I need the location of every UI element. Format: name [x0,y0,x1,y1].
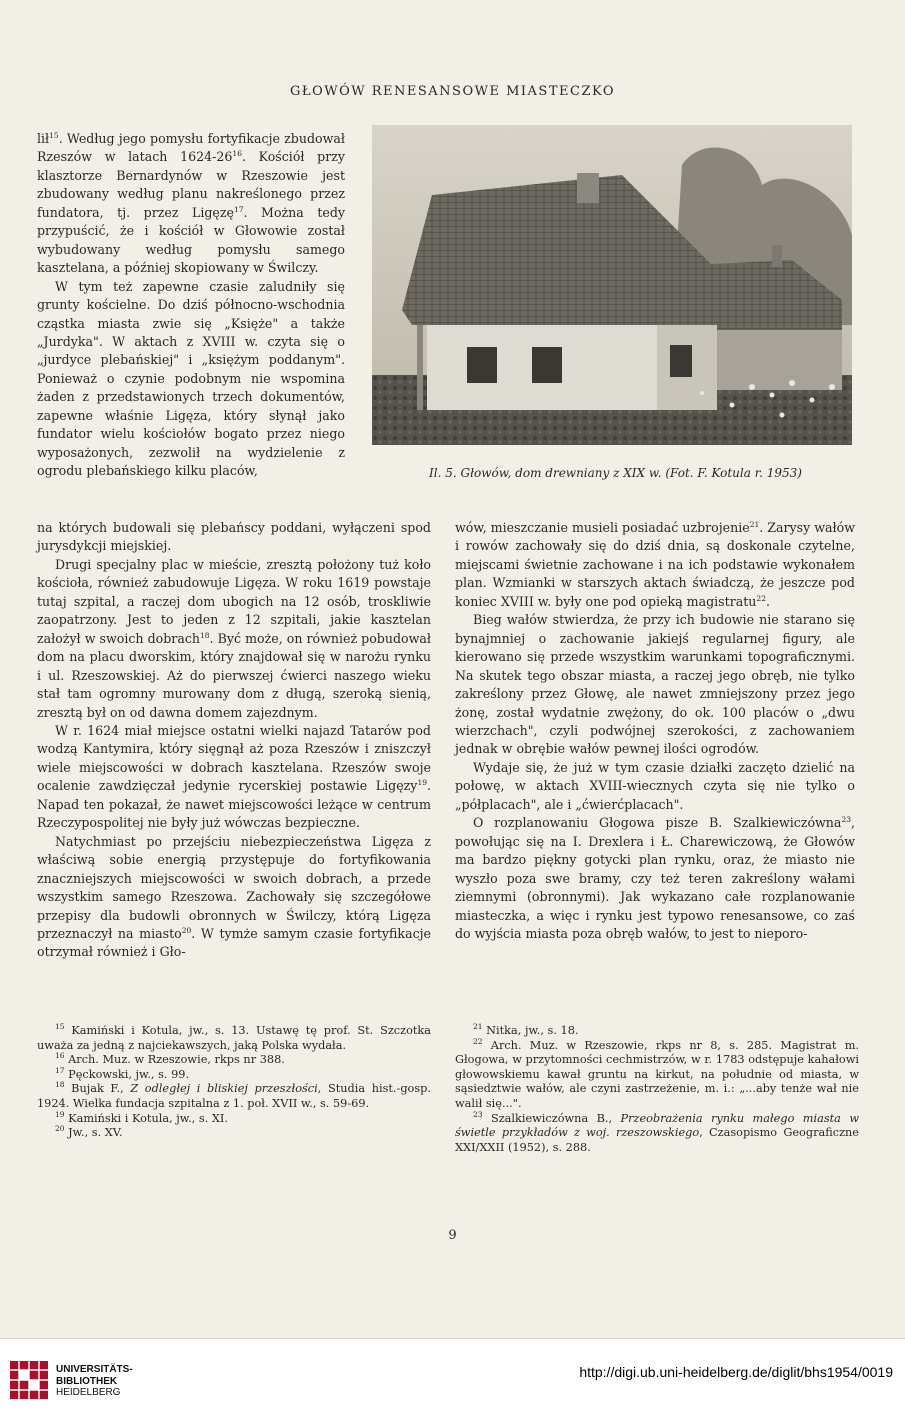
text-run: Bujak F., [64,1082,131,1096]
paragraph [37,130,345,278]
footnote-ref: 19 [417,778,427,788]
footnote-ref: 21 [473,1022,483,1032]
logo-line-2: BIBLIOTHEK [56,1375,118,1387]
paragraph [37,278,345,481]
figure-caption: Il. 5. Głowów, dom drewniany z XIX w. (Fot. F. Kotula r. 1953) [429,466,802,480]
text-run: Arch. Muz. w Rzeszowie, rkps nr 388. [64,1053,285,1067]
text-run: Jw., s. XV. [64,1126,123,1140]
text-column-left-bottom [37,519,431,962]
footnote-ref: 16 [232,149,242,159]
footnotes-left [37,1024,431,1141]
running-header: GŁOWÓW RENESANSOWE MIASTECZKO [289,84,615,99]
page-number: 9 [448,1228,457,1243]
footnote-ref: 19 [55,1109,65,1119]
footnote-ref: 16 [55,1051,65,1061]
text-run: Arch. Muz. w Rzeszowie, rkps nr 8, s. 285. Magistrat m. Głogowa, w przytomności cechmistrzów, w r. 1783 odstępuje kahałowi głowowskiemu kawał gruntu na kirkut, na południe od miasta, w sąsiedztwie wałów, ale czyni zastrzeżenie, m. i.: „...aby tenże wał nie walił się...". [455,1038,859,1110]
text-run: Bieg wałów stwierdza, że przy ich budowie nie starano się bynajmniej o zachowanie jakiejś regularnej figury, ale kierowano się przede wszystkim warunkami topograficznymi. Na skutek tego obszar miasta, a raczej jego obręb, nie tylko zakreślony przez Głowę, ale nawet zmniejszony przez jego żonę, został wydatnie zwężony, do ok. 100 placów o „dwu wierzchach", czyli podwójnej szerokości, z zachowaniem jednak w obrębie wałów pewnej ilości ogrodów. [455,612,855,757]
footnote-ref: 15 [49,130,59,140]
text-run: , powołując się na I. Drexlera i Ł. Charewiczową, że Głowów ma bardzo piękny gotycki plan rynku, oraz, że miasto nie wyszło poza swe bramy, czy też teren zakreślony wałami ziemnymi (obronnymi). Jak wykazano całe rozplanowanie miasteczka, a więc i rynku jest typowo renesansowe, co zaś do wyjścia miasta poza obręb wałów, to jest to nieporo- [455,815,855,941]
text-run: . W tymże samym czasie fortyfikacje otrzymał również i Gło- [37,925,431,960]
text-run: wów, mieszczanie musieli posiadać uzbrojenie [455,520,750,535]
text-run: , Studia hist.-gosp. 1924. Wielka fundacja szpitalna z 1. poł. XVII w., s. 59-69. [37,1082,431,1110]
library-logo-text [56,1364,133,1399]
footnote-ref: 18 [200,630,210,640]
footnote-ref: 20 [55,1124,65,1134]
footnote-ref: 21 [749,519,760,529]
text-run: Pęckowski, jw., s. 99. [64,1067,190,1081]
text-run: lił [37,131,50,146]
library-logo-icon [10,1361,48,1399]
footnote-ref: 23 [841,815,851,825]
paragraph [37,833,431,962]
footnote-ref: 18 [55,1080,65,1090]
text-run: Wydaje się, że już w tym czasie działki zaczęto dzielić na połowę, w aktach XVIII-wiecznych czyta się nie tylko o „półplacach", ale i „ćwierćplacach". [455,759,855,812]
logo-line-3: HEIDELBERG [56,1387,121,1398]
logo-line-1: UNIVERSITÄTS- [56,1364,133,1375]
text-run: , Czasopismo Geograficzne XXI/XXII (1952), s. 288. [455,1126,859,1154]
footnote [37,1126,431,1141]
text-run: . Według jego pomysłu fortyfikacje zbudował Rzeszów w latach 1624-26 [37,131,345,165]
text-column-right [455,519,855,943]
digitization-footer [0,1338,905,1419]
text-run: Drugi specjalny plac w mieście, zresztą położony tuż koło kościoła, również zabudowuje Ligęza. W roku 1619 powstaje tutaj szpital, a raczej dom ubogich na 12 osób, troskliwie zaopatrzony. Jest to jeden z 12 szpitali, jakie kasztelan założył w swoich dobrach [37,556,431,646]
text-run: Szalkiewiczówna B., [482,1111,621,1125]
text-run: . Kościół przy klasztorze Bernardynów w Rzeszowie jest zbudowany według planu nakreślonego przez fundatora, tj. przez Ligęzę [37,149,346,220]
footnote-ref: 20 [181,925,192,935]
text-run: Kamiński i Kotula, jw., s. 13. Ustawę tę prof. St. Szczotka uważa za jedną z najciekawszych, jaką Polska wydała. [37,1024,431,1052]
wooden-house-illustration [372,125,852,445]
text-run: . Być może, on również pobudował dom na placu dworskim, który znajdował się w narożu rynku i ul. Rzeszowskiej. Aż do pierwszej ćwierci naszego wieku stał tam ogromny murowany dom z długą, szeroką sienią, zresztą był on od dawna domem zajezdnym. [37,630,431,720]
text-run: Kamiński i Kotula, jw., s. XI. [64,1111,228,1125]
footnote [455,1036,859,1112]
footnote [455,1024,859,1039]
italic-title: Z odległej i bliskiej przeszłości [130,1082,318,1096]
footnote-ref: 15 [55,1022,65,1032]
paragraph [37,556,431,722]
footnote [37,1053,431,1068]
text-column-left-top [37,130,345,481]
text-run: Natychmiast po przejściu niebezpieczeństwa Ligęza z właściwą sobie energią przystępuje do fortyfikowania znaczniejszych miejscowości w swoich dobrach, a przede wszystkim samego Rzeszowa. Zachowały się szczegółowe przepisy dla budowli obronnych w Świlczy, którą Ligęza przeznaczył na miasto [37,833,431,941]
footnote-ref: 22 [756,593,766,603]
text-run: . Można tedy przypuścić, że i kościół w Głowowie został wybudowany według pomysłu samego kasztelana, a później skopiowany w Świlczy. [37,204,346,276]
footnote-ref: 23 [473,1109,483,1119]
footnote [455,1109,859,1156]
footnote-ref: 17 [55,1066,65,1076]
footnote [37,1109,431,1127]
footnote-ref: 17 [233,204,244,214]
italic-title: Przeobrażenia rynku małego miasta w świetle przykładów z woj. rzeszowskiego [455,1111,859,1140]
paragraph [37,519,431,556]
text-run: na których budowali się plebańscy poddani, wyłączeni spod jurysdykcji miejskiej. [37,520,431,554]
paragraph [455,611,855,759]
text-run: W r. 1624 miał miejsce ostatni wielki najazd Tatarów pod wodzą Kantymira, który sięgnął aż poza Rzeszów i zniszczył wiele miejscowości w dobrach kasztelana. Rzeszów swoje ocalenie zawdzięczał jedynie rycerskiej postawie Ligęzy [37,722,431,794]
footnote-ref: 22 [473,1036,483,1046]
text-run: O rozplanowaniu Głogowa pisze B. Szalkiewiczówna [473,815,842,831]
paragraph [37,722,431,833]
paragraph [455,519,855,611]
footnotes-right [455,1024,859,1155]
figure-photo [372,125,852,445]
footnote [37,1068,431,1083]
text-run: W tym też zapewne czasie zaludniły się grunty kościelne. Do dziś północno-wschodnia cząstka miasta zwie się „Księże" a także „Jurdyka". W aktach z XVIII w. czyta się o „jurdyce plebańskiej" i „księżym poddanym". Ponieważ o czynie podobnym nie wspomina żaden z przedstawionych trzech dokumentów, zapewne właśnie Ligęza, który słynął jako fundator wielu kościołów bogato przez niego wyposażonych, zezwolił na wydzielenie z ogrodu plebańskiego kilku placów, [37,278,345,479]
footnote [37,1082,431,1111]
paragraph [455,759,855,814]
text-run: Nitka, jw., s. 18. [482,1024,579,1037]
paragraph [455,814,855,943]
footnote [37,1024,431,1053]
text-run: . Zarysy wałów i rowów zachowały się do dziś dnia, są doskonale czytelne, miejscami świetnie zachowane i na ich podstawie wykonałem plan. Wzmianki w starszych aktach świadczą, że jeszcze pod koniec XVIII w. były one pod opieką magistratu [455,520,855,609]
source-url-link[interactable]: http://digi.ub.uni-heidelberg.de/diglit/bhs1954/0019 [579,1364,893,1380]
text-run: . Napad ten pokazał, że nawet miejscowości leżące w centrum Rzeczypospolitej nie były już wówczas bezpieczne. [37,778,431,831]
text-run: . [765,593,770,609]
